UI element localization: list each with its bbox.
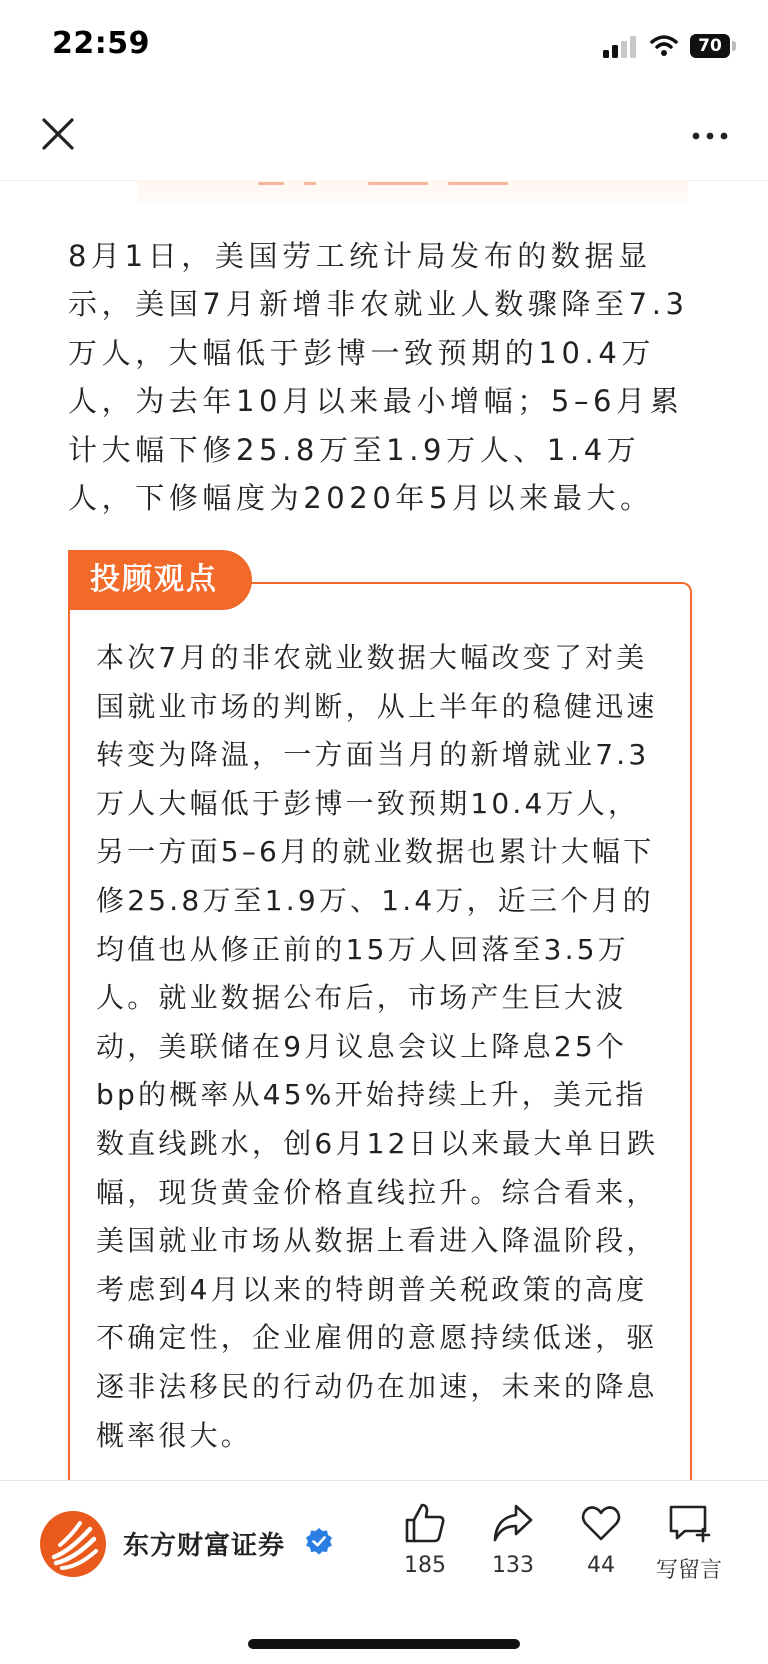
- status-time: 22:59: [52, 26, 150, 61]
- bottom-bar: [0, 1480, 768, 1664]
- share-count: 133: [492, 1553, 534, 1578]
- status-bar: [0, 0, 768, 96]
- remnant-mark: [448, 182, 508, 185]
- heart-icon: [579, 1501, 623, 1545]
- viewpoint-tag: 投顾观点: [68, 550, 252, 610]
- thumbs-up-icon: [403, 1501, 447, 1545]
- close-icon[interactable]: [38, 114, 78, 154]
- verified-badge-icon: [305, 1527, 333, 1555]
- source-logo[interactable]: [40, 1511, 106, 1577]
- favorite-button[interactable]: [556, 1501, 646, 1611]
- remnant-mark: [304, 182, 316, 185]
- cellular-signal-icon: [603, 36, 637, 58]
- article-paragraph: 8月1日，美国劳工统计局发布的数据显示，美国7月新增非农就业人数骤降至7.3万人，大幅低于彭博一致预期的10.4万人，为去年10月以来最小增幅；5–6月累计大幅下修25.8万至1.9万人、1.4万人，下修幅度为2020年5月以来最大。: [68, 239, 689, 516]
- like-button[interactable]: [380, 1501, 470, 1611]
- comment-add-icon: [667, 1501, 711, 1545]
- home-indicator: [248, 1639, 520, 1649]
- battery-level: 70: [698, 36, 722, 56]
- wifi-icon: [650, 34, 678, 58]
- source-logo-icon: [40, 1511, 106, 1577]
- viewpoint-text: 本次7月的非农就业数据大幅改变了对美国就业市场的判断，从上半年的稳健迅速转变为降温，一方面当月的新增就业7.3万人大幅低于彭博一致预期10.4万人，另一方面5–6月的就业数据也累计大幅下修25.8万至1.9万、1.4万，近三个月的均值也从修正前的15万人回落至3.5万人。就业数据公布后，市场产生巨大波动，美联储在9月议息会议上降息25个bp的概率从45%开始持续上升，美元指数直线跳水，创6月12日以来最大单日跌幅，现货黄金价格直线拉升。综合看来，美国就业市场从数据上看进入降温阶段，考虑到4月以来的特朗普关税政策的高度不确定性，企业雇佣的意愿持续低迷，驱逐非法移民的行动仍在加速，未来的降息概率很大。: [96, 641, 659, 1452]
- comment-button[interactable]: [644, 1501, 734, 1611]
- like-count: 185: [404, 1553, 446, 1578]
- battery-tip: [732, 41, 736, 51]
- remnant-mark: [368, 182, 428, 185]
- nav-bar: [0, 96, 768, 181]
- share-button[interactable]: [468, 1501, 558, 1611]
- favorite-count: 44: [587, 1553, 615, 1578]
- share-icon: [491, 1501, 535, 1545]
- comment-label: 写留言: [655, 1558, 722, 1583]
- article-body: [68, 232, 706, 522]
- battery-icon: [690, 34, 730, 58]
- scrolled-header-remnant: [138, 180, 688, 202]
- more-icon[interactable]: [686, 118, 734, 154]
- source-name[interactable]: 东方财富证券: [123, 1531, 286, 1561]
- remnant-mark: [258, 182, 284, 185]
